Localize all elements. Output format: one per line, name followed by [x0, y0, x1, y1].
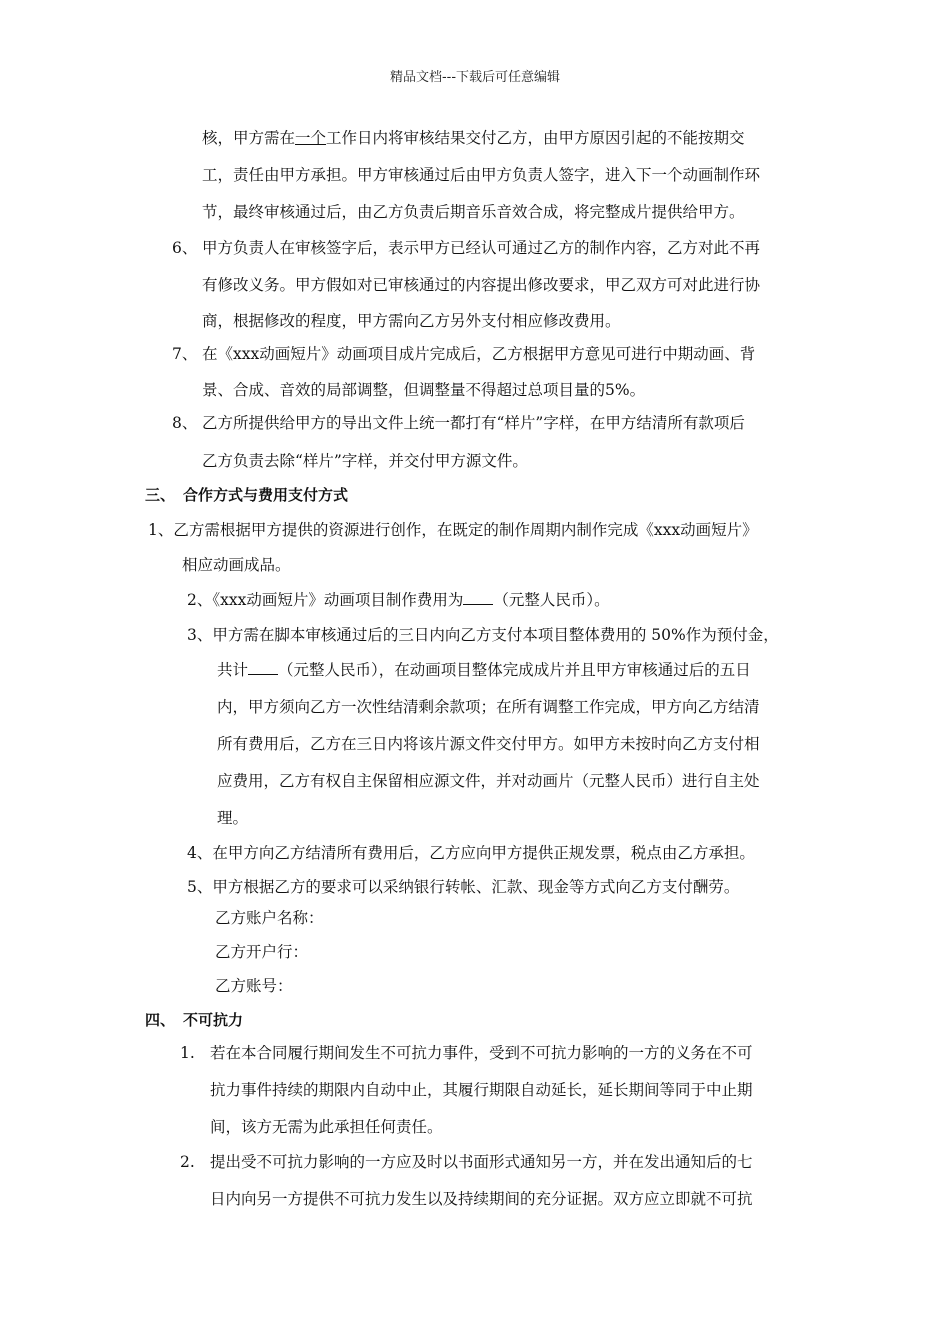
force-item-1-line-2: 抗力事件持续的期限内自动中止，其履行期限自动延长，延长期间等同于中止期 [210, 1081, 753, 1099]
clause-5-line-3: 节，最终审核通过后，由乙方负责后期音乐音效合成，将完整成片提供给甲方。 [202, 203, 745, 221]
payment-item-4: 4、在甲方向乙方结清所有费用后，乙方应向甲方提供正规发票，税点由乙方承担。 [187, 844, 755, 862]
payment-item-3-line-2: 共计 （元整人民币），在动画项目整体完成成片并且甲方审核通过后的五日 [217, 661, 751, 679]
payment-item-1-line-2: 相应动画成品。 [182, 556, 291, 574]
clause-7-line-2: 景、合成、音效的局部调整，但调整量不得超过总项目量的5%。 [202, 381, 646, 399]
force-item-1-line-3: 间，该方无需为此承担任何责任。 [210, 1118, 443, 1136]
payment-item-3-line-6: 理。 [217, 809, 249, 827]
clause-6-line-2: 有修改义务。甲方假如对已审核通过的内容提出修改要求，甲乙双方可对此进行协 [202, 276, 761, 294]
account-name-label: 乙方账户名称： [215, 909, 324, 927]
clause-6-line-1: 6、 甲方负责人在审核签字后，表示甲方已经认可通过乙方的制作内容，乙方对此不再 [172, 239, 761, 257]
clause-7-line-1: 7、 在《xxx动画短片》动画项目成片完成后，乙方根据甲方意见可进行中期动画、背 [172, 345, 756, 363]
payment-item-1-line-1: 1、乙方需根据甲方提供的资源进行创作，在既定的制作周期内制作完成《xxx动画短片》 [148, 521, 758, 539]
clause-8-line-1: 8、 乙方所提供给甲方的导出文件上统一都打有“样片”字样，在甲方结清所有款项后 [172, 414, 745, 432]
section-3-heading: 三、 合作方式与费用支付方式 [145, 486, 349, 504]
payment-item-3-line-5: 应费用，乙方有权自主保留相应源文件，并对动画片（元整人民币）进行自主处 [217, 772, 760, 790]
total-blank [248, 660, 278, 675]
payment-item-5: 5、甲方根据乙方的要求可以采纳银行转帐、汇款、现金等方式向乙方支付酬劳。 [187, 878, 740, 896]
clause-5-line-1: 核，甲方需在一个工作日内将审核结果交付乙方，由甲方原因引起的不能按期交 [202, 129, 745, 147]
force-item-2-line-2: 日内向另一方提供不可抗力发生以及持续期间的充分证据。双方应立即就不可抗 [210, 1190, 753, 1208]
payment-item-3-line-4: 所有费用后，乙方在三日内将该片源文件交付甲方。如甲方未按时向乙方支付相 [217, 735, 760, 753]
clause-6-line-3: 商，根据修改的程度，甲方需向乙方另外支付相应修改费用。 [202, 312, 621, 330]
clause-5-line-2: 工，责任由甲方承担。甲方审核通过后由甲方负责人签字，进入下一个动画制作环 [202, 166, 761, 184]
force-item-1-line-1: 1. 若在本合同履行期间发生不可抗力事件，受到不可抗力影响的一方的义务在不可 [180, 1044, 753, 1062]
section-4-heading: 四、 不可抗力 [145, 1011, 244, 1029]
clause-8-line-2: 乙方负责去除“样片”字样，并交付甲方源文件。 [202, 452, 528, 470]
payment-item-3-line-1: 3、甲方需在脚本审核通过后的三日内向乙方支付本项目整体费用的 50%作为预付金， [187, 626, 779, 644]
payment-item-2: 2、《xxx动画短片》动画项目制作费用为 （元整人民币）。 [187, 591, 610, 609]
payment-item-3-line-3: 内，甲方须向乙方一次性结清剩余款项；在所有调整工作完成，甲方向乙方结清 [217, 698, 760, 716]
fee-blank [463, 590, 493, 605]
account-number-label: 乙方账号： [215, 977, 293, 995]
page-header: 精品文档---下载后可任意编辑 [389, 70, 561, 85]
force-item-2-line-1: 2. 提出受不可抗力影响的一方应及时以书面形式通知另一方，并在发出通知后的七 [180, 1153, 753, 1171]
account-bank-label: 乙方开户行： [215, 943, 309, 961]
